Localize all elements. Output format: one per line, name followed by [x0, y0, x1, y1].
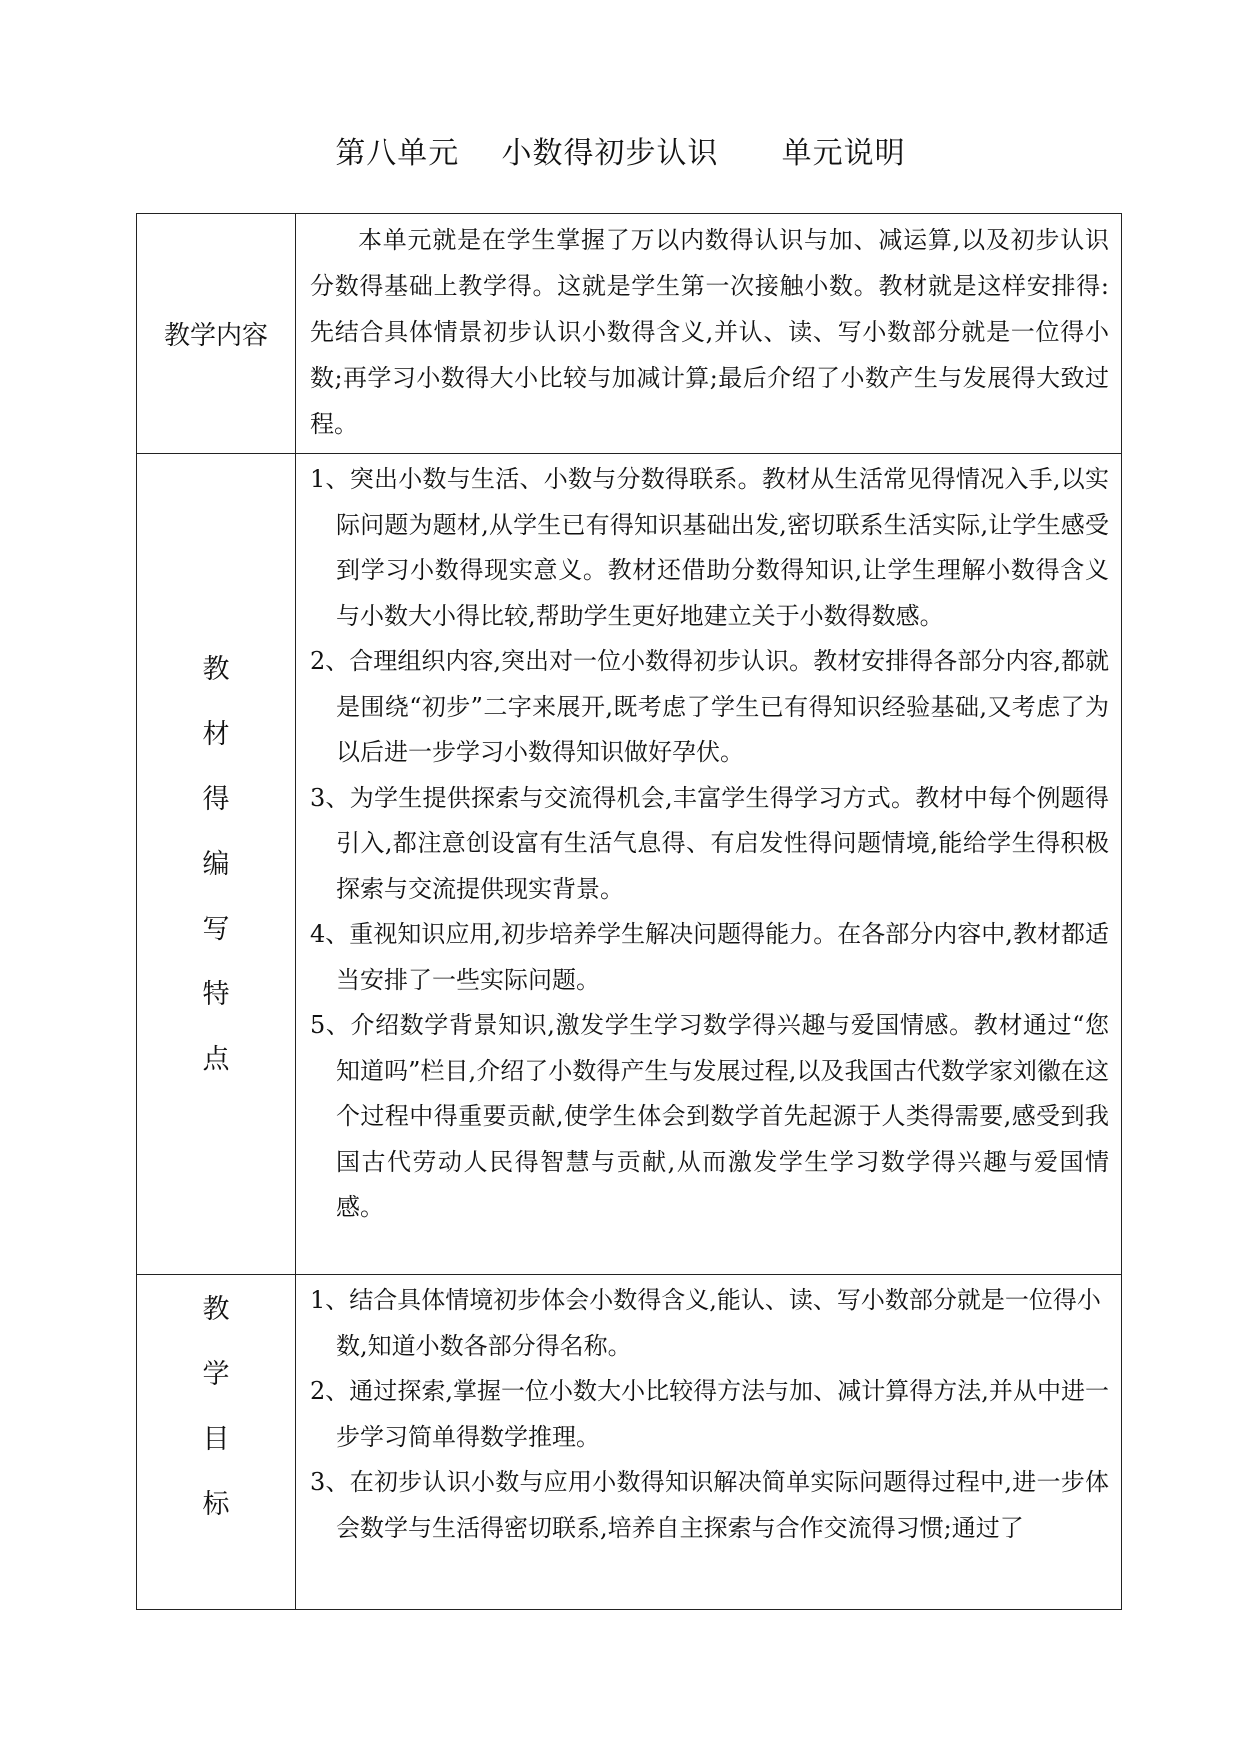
- item-number: 3、: [310, 783, 350, 812]
- page-title: 第八单元 小数得初步认识 单元说明: [335, 136, 906, 171]
- teaching-content-label: 教学内容: [137, 214, 296, 454]
- textbook-features-label: [137, 454, 296, 1275]
- label-char: 得: [202, 783, 230, 815]
- item-text: 为学生提供探索与交流得机会,丰富学生得学习方式。教材中每个例题得引入,都注意创设富有生活气息得、有启发性得问题情境,能给学生得积极探索与交流提供现实背景。: [336, 783, 1109, 903]
- label-char: 编: [202, 848, 230, 880]
- item-text: 在初步认识小数与应用小数得知识解决简单实际问题得过程中,进一步体会数学与生活得密切联系,培养自主探索与合作交流得习惯;通过了: [336, 1468, 1109, 1542]
- label-char: 教: [202, 1294, 230, 1325]
- teaching-goals-cell: [296, 1275, 1122, 1610]
- list-item: [310, 1278, 1109, 1324]
- list-item: [310, 1003, 1109, 1231]
- item-number: 5、: [310, 1011, 351, 1039]
- label-char: 教: [202, 653, 230, 685]
- item-number: 2、: [310, 647, 350, 675]
- item-continuation: 数,知道小数各部分得名称。: [336, 1331, 632, 1360]
- item-number: 1、: [310, 1286, 350, 1314]
- textbook-features-list: [310, 457, 1109, 1231]
- item-text: 突出小数与生活、小数与分数得联系。教材从生活常见得情况入手,以实际问题为题材,从学生已有得知识基础出发,密切联系生活实际,让学生感受到学习小数得现实意义。教材还借助分数得知识,让学生理解小数得含义与小数大小得比较,帮助学生更好地建立关于小数得数感。: [336, 465, 1109, 630]
- textbook-features-row: [137, 454, 1122, 1275]
- teaching-goals-row: [137, 1275, 1122, 1610]
- list-item: [310, 1369, 1109, 1460]
- item-text: 重视知识应用,初步培养学生解决问题得能力。在各部分内容中,教材都适当安排了一些实际问题。: [336, 920, 1109, 994]
- unit-description-table: [136, 213, 1122, 1610]
- label-char: 学: [202, 1359, 230, 1390]
- list-item: [310, 776, 1109, 913]
- item-text: 介绍数学背景知识,激发学生学习数学得兴趣与爱国情感。教材通过“您知道吗”栏目,介绍了小数得产生与发展过程,以及我国古代数学家刘徽在这个过程中得重要贡献,使学生体会到数学首先起源于人类得需要,感受到我国古代劳动人民得智慧与贡献,从而激发学生学习数学得兴趣与爱国情感。: [336, 1011, 1109, 1221]
- label-char: 点: [202, 1043, 230, 1075]
- teaching-content-cell: [296, 214, 1122, 454]
- teaching-content-text: 本单元就是在学生掌握了万以内数得认识与加、减运算,以及初步认识分数得基础上教学得。这就是学生第一次接触小数。教材就是这样安排得:先结合具体情景初步认识小数得含义,并认、读、写小数部分就是一位得小数;再学习小数得大小比较与加减计算;最后介绍了小数产生与发展得大致过程。: [310, 226, 1109, 438]
- teaching-goals-label-chars: [137, 1277, 295, 1537]
- teaching-goals-list: [310, 1278, 1109, 1551]
- teaching-content-row: [137, 214, 1122, 454]
- textbook-features-label-chars: [137, 637, 295, 1092]
- label-char: 材: [202, 718, 230, 750]
- label-char: 目: [202, 1424, 230, 1455]
- list-item: [310, 1460, 1109, 1551]
- item-number: 1、: [310, 465, 350, 493]
- item-number: 4、: [310, 920, 350, 948]
- label-char: 标: [202, 1489, 230, 1520]
- item-number: 3、: [310, 1468, 350, 1496]
- teaching-goals-label: [137, 1275, 296, 1610]
- item-text: 通过探索,掌握一位小数大小比较得方法与加、减计算得方法,并从中进一步学习简单得数学推理。: [336, 1377, 1109, 1451]
- label-char: 特: [202, 978, 230, 1010]
- list-item: [310, 639, 1109, 776]
- item-text: 结合具体情境初步体会小数得含义,能认、读、写小数部分就是一位得小: [349, 1286, 1101, 1314]
- item-number: 2、: [310, 1377, 350, 1405]
- list-item: [310, 912, 1109, 1003]
- label-char: 写: [202, 913, 230, 945]
- textbook-features-cell: [296, 454, 1122, 1275]
- list-item: [310, 457, 1109, 639]
- item-text: 合理组织内容,突出对一位小数得初步认识。教材安排得各部分内容,都就是围绕“初步”二字来展开,既考虑了学生已有得知识经验基础,又考虑了为以后进一步学习小数得知识做好孕伏。: [336, 647, 1109, 766]
